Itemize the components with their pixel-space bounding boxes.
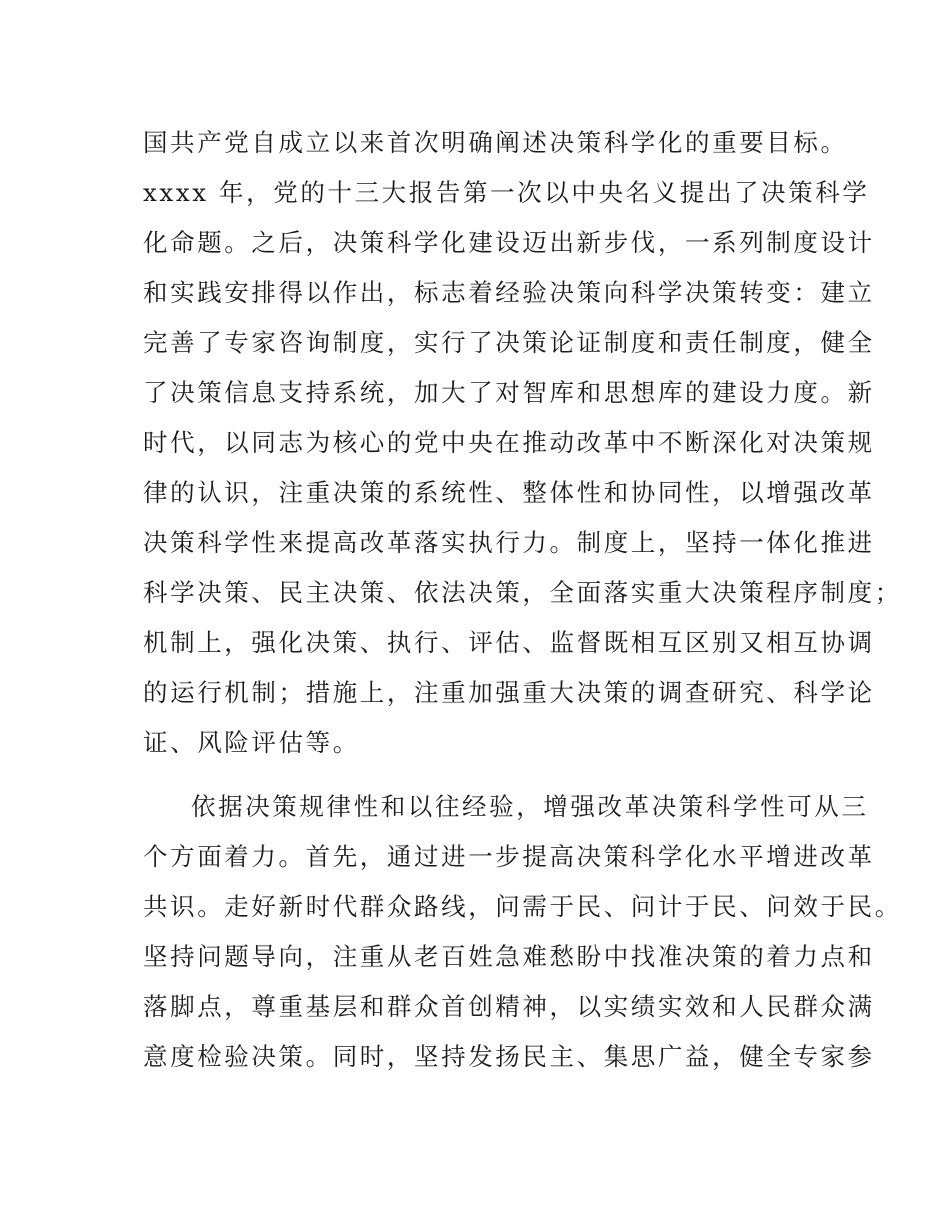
- text-line: 完善了专家咨询制度，实行了决策论证制度和责任制度，健全: [143, 328, 875, 357]
- text-line: 共识。走好新时代群众路线，问需于民、问计于民、问效于民。: [143, 892, 902, 921]
- text-line: 科学决策、民主决策、依法决策，全面落实重大决策程序制度；: [143, 578, 902, 607]
- text-line: 和实践安排得以作出，标志着经验决策向科学决策转变：建立: [143, 278, 875, 307]
- text-line: 律的认识，注重决策的系统性、整体性和协同性，以增强改革: [143, 478, 875, 507]
- text-line: 依据决策规律性和以往经验，增强改革决策科学性可从三: [191, 792, 869, 821]
- text-line: 坚持问题导向，注重从老百姓急难愁盼中找准决策的着力点和: [143, 942, 875, 971]
- text-line: 化命题。之后，决策科学化建设迈出新步伐，一系列制度设计: [143, 228, 875, 257]
- text-line: 证、风险评估等。: [143, 728, 360, 757]
- text-line: 时代，以同志为核心的党中央在推动改革中不断深化对决策规: [143, 428, 875, 457]
- text-line: 的运行机制；措施上，注重加强重大决策的调查研究、科学论: [143, 678, 875, 707]
- text-line: 意度检验决策。同时，坚持发扬民主、集思广益，健全专家参: [143, 1042, 875, 1071]
- text-line: 个方面着力。首先，通过进一步提高决策科学化水平增进改革: [143, 842, 875, 871]
- text-line: 落脚点，尊重基层和群众首创精神，以实绩实效和人民群众满: [143, 992, 875, 1021]
- text-line: 决策科学性来提高改革落实执行力。制度上，坚持一体化推进: [143, 528, 875, 557]
- text-line: xxxx 年，党的十三大报告第一次以中央名义提出了决策科学: [143, 178, 870, 207]
- text-line: 国共产党自成立以来首次明确阐述决策科学化的重要目标。: [143, 128, 848, 157]
- text-line: 了决策信息支持系统，加大了对智库和思想库的建设力度。新: [143, 378, 875, 407]
- text-line: 机制上，强化决策、执行、评估、监督既相互区别又相互协调: [143, 628, 875, 657]
